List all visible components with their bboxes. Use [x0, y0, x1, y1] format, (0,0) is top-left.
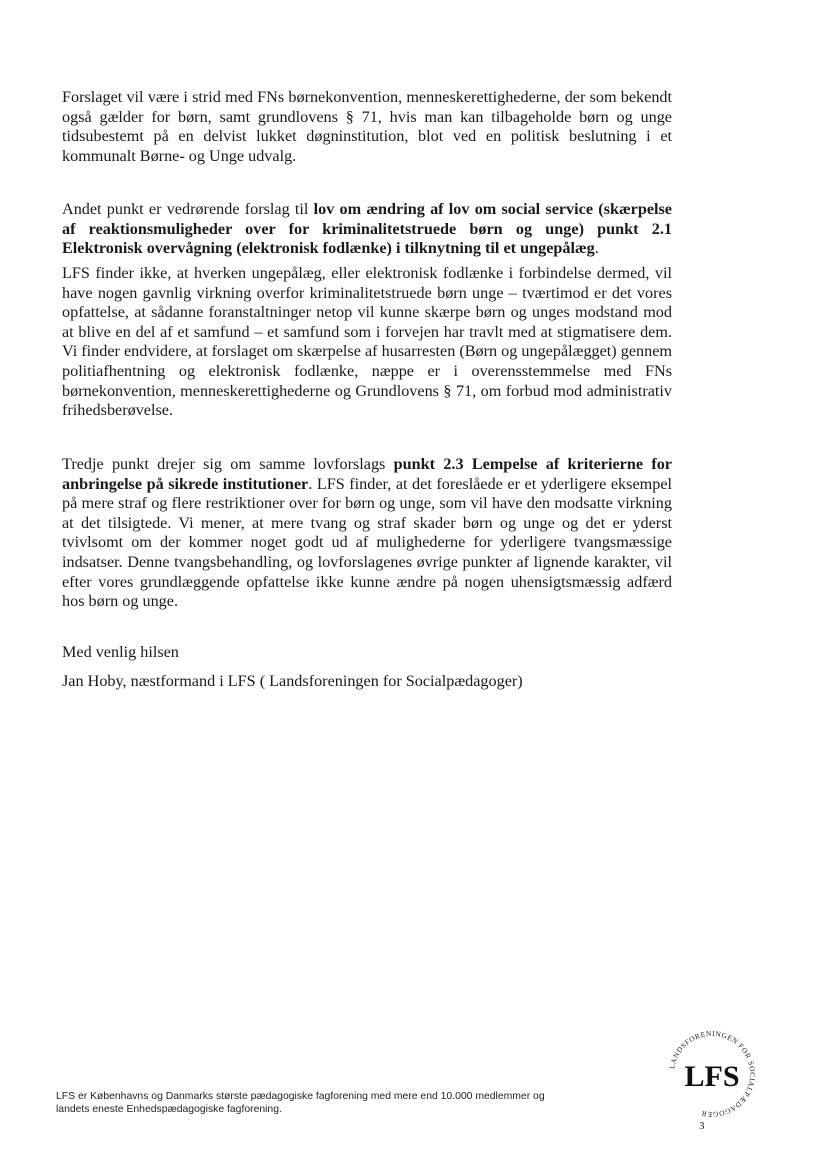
logo-letters: LFS [684, 1060, 740, 1093]
page-number: 3 [699, 1120, 705, 1132]
bold-law-reference: punkt 2.3 Lempelse af kriterierne for anbringelse på sikrede institutioner [62, 455, 672, 493]
paragraph-text-rest: . LFS finder, at det foreslåede er et yderligere eksempel på mere straf og flere restriktioner over for børn og unge, som vil have den modsatte virkning at det tilsigtede. Vi mener, at mere tvang og straf skader børn og unge og det er yderst tvivlsomt om der kommer noget godt ud af mulighederne for yderligere tvangsmæssige indsatser. Denne tvangsbehandling, og lovforslagenes øvrige punkter af lignende karakter, vil efter vores grundlæggende opfattelse ikke kunne ændre på nogen uhensigtsmæssig adfærd hos børn og unge. [62, 474, 673, 611]
paragraph-third-point [62, 455, 672, 612]
lfs-logo [666, 1028, 758, 1120]
paragraph-text: LFS finder ikke, at hverken ungepålæg, eller elektronisk fodlænke i forbindelse dermed, vil have nogen gavnlig virkning overfor kriminalitetstruede børn unge – tværtimod er det vores opfattelse, at sådanne foranstaltninger netop vil kunne skærpe børn og unges modstand mod at blive en del af et samfund – et samfund som i forvejen har travlt med at stigmatisere dem. Vi finder endvidere, at forslaget om skærpelse af husarresten (Børn og ungepålægget) gennem politiafhentning og elektronisk fodlænke, næppe er i overensstemmelse med FNs børnekonvention, menneskerettighederne og Grundlovens § 71, om forbud mod administrativ frihedsberøvelse. [62, 264, 672, 420]
paragraph-text: Forslaget vil være i strid med FNs børnekonvention, menneskerettighederne, der som bekendt også gælder for børn, samt grundlovens § 71, hvis man kan tilbageholde børn og unge tidsubestemt på en delvist lukket døgninstitution, blot ved en politisk beslutning i et kommunalt Børne- og Unge udvalg. [62, 88, 672, 165]
paragraph-lfs-opinion [62, 264, 672, 421]
paragraph-text: Tredje punkt drejer sig om samme lovforslags [62, 455, 394, 473]
paragraph-text-end: . [594, 239, 599, 258]
bold-law-reference: lov om ændring af lov om social service (skærpelse af reaktionsmuligheder over for kriminalitetstruede børn og unge) punkt 2.1 Elektronisk overvågning (elektronisk fodlænke) i tilknytning til et ungepålæg [62, 200, 672, 258]
footer-line-1: LFS er Københavns og Danmarks største pædagogiske fagforening med mere end 10.000 medlemmer og [56, 1091, 545, 1102]
logo-ring-text: LANDSFORENINGEN FOR SOCIALPÆDAGOGER [667, 1028, 758, 1120]
paragraph-text: Andet punkt er vedrørende forslag til [62, 200, 314, 218]
closing-greeting: Med venlig hilsen [62, 643, 179, 661]
footer-line-2: landets eneste Enhedspædagogiske fagforening. [56, 1104, 282, 1115]
footer-text [56, 1090, 656, 1116]
paragraph-convention [62, 88, 672, 166]
closing-signature: Jan Hoby, næstformand i LFS ( Landsforeningen for Socialpædagoger) [62, 672, 523, 690]
paragraph-second-point [62, 200, 672, 259]
